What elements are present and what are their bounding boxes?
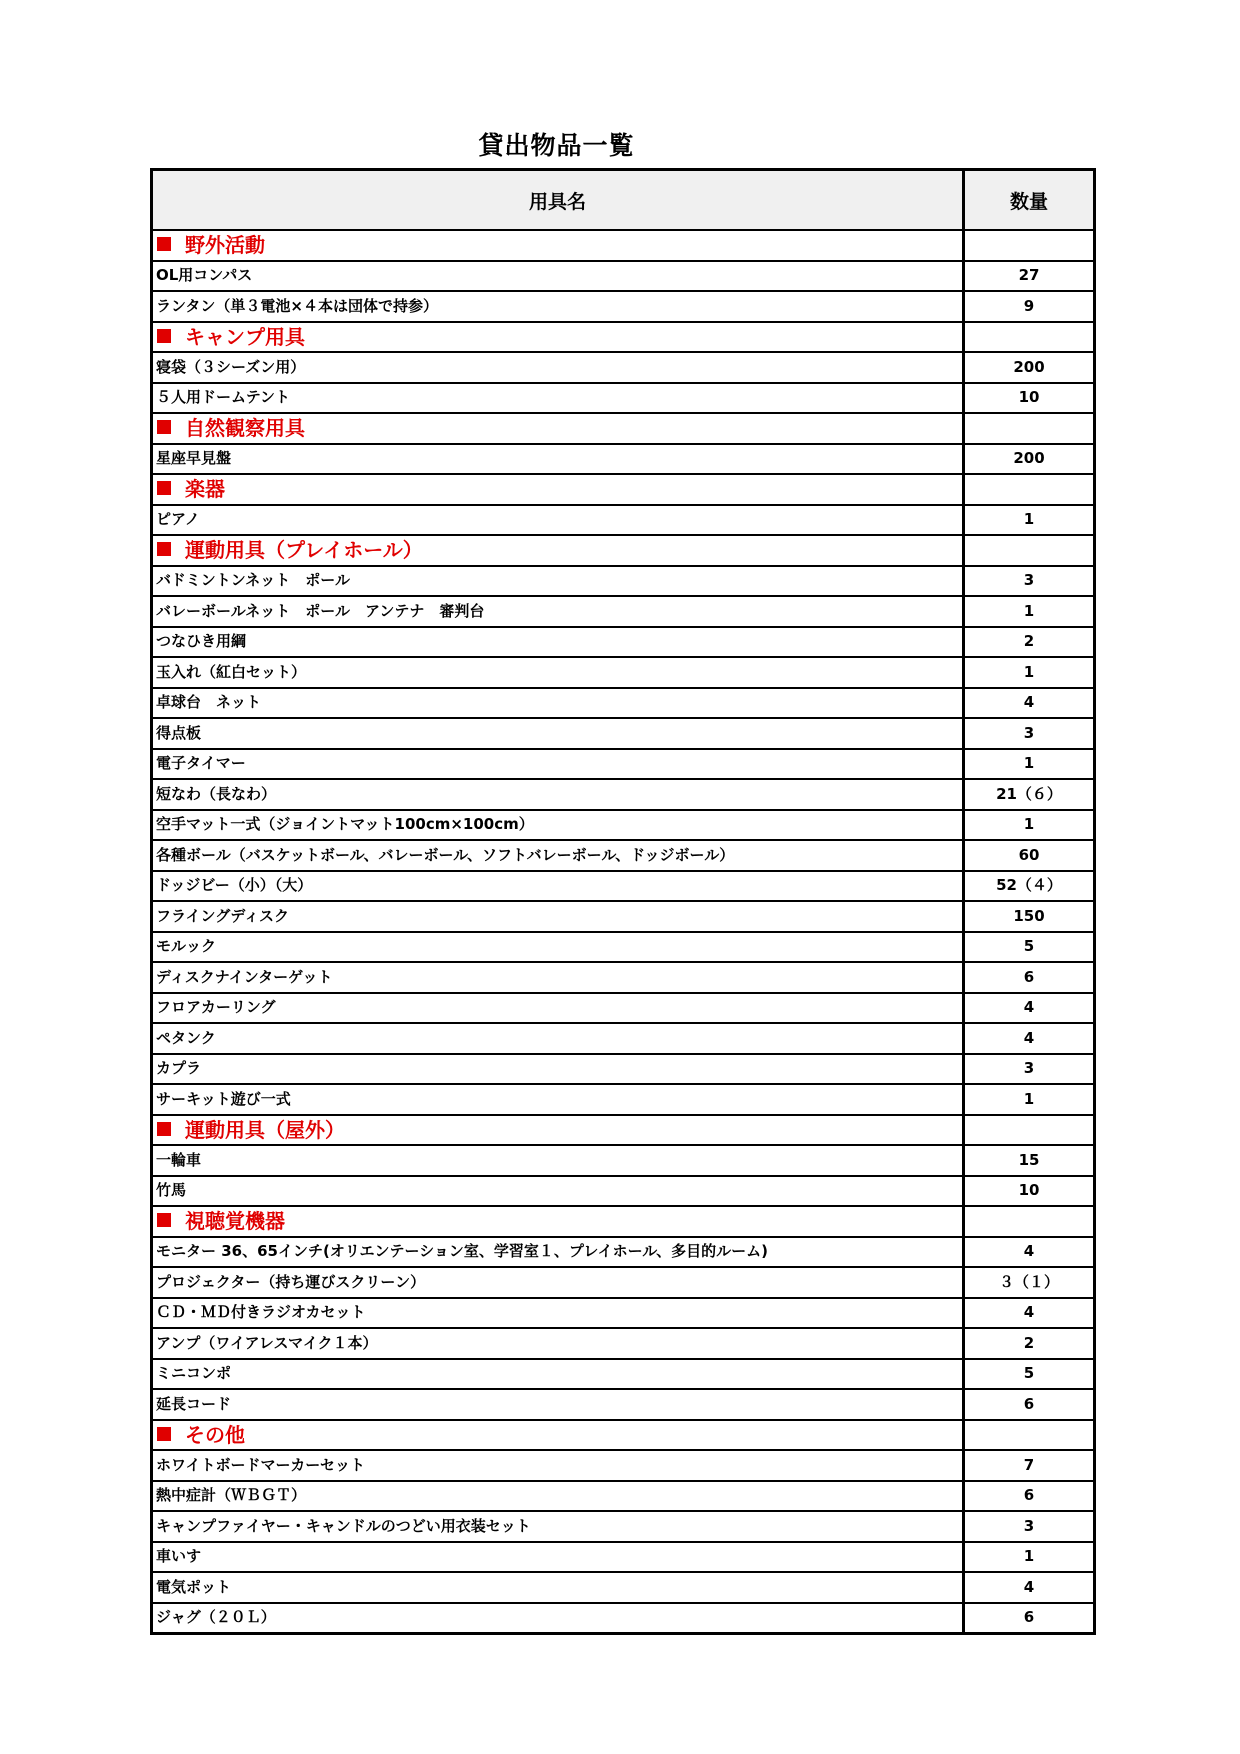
item-name: バドミントンネット ポール: [152, 566, 964, 597]
item-name: ランタン（単３電池×４本は団体で持参）: [152, 291, 964, 322]
table-row: [152, 1054, 1095, 1085]
item-quantity: 52（４）: [964, 871, 1095, 902]
item-quantity: 6: [964, 1389, 1095, 1420]
category-row: [152, 474, 1095, 505]
table-row: [152, 566, 1095, 597]
category-label: その他: [185, 1422, 245, 1447]
item-name: 車いす: [152, 1542, 964, 1573]
item-quantity: 1: [964, 749, 1095, 780]
item-name: 電子タイマー: [152, 749, 964, 780]
category-label: 運動用具（屋外）: [185, 1117, 345, 1142]
item-name: ジャグ（２０Ｌ）: [152, 1603, 964, 1634]
red-square-icon: [157, 420, 171, 434]
table-row: [152, 840, 1095, 871]
header-quantity: 数量: [964, 170, 1095, 231]
table-row: [152, 1328, 1095, 1359]
item-name: 延長コード: [152, 1389, 964, 1420]
table-row: [152, 1359, 1095, 1390]
item-quantity: 3: [964, 566, 1095, 597]
item-quantity: 1: [964, 657, 1095, 688]
rental-items-table: [150, 168, 1096, 1635]
red-square-icon: [157, 1213, 171, 1227]
item-quantity: 1: [964, 1084, 1095, 1115]
table-row: [152, 1481, 1095, 1512]
table-row: [152, 1023, 1095, 1054]
table-row: [152, 901, 1095, 932]
table-row: [152, 261, 1095, 292]
item-name: 一輪車: [152, 1145, 964, 1176]
table-row: [152, 1450, 1095, 1481]
item-name: ＣＤ・ＭＤ付きラジオカセット: [152, 1298, 964, 1329]
table-row: [152, 1389, 1095, 1420]
item-name: ミニコンポ: [152, 1359, 964, 1390]
item-name: フライングディスク: [152, 901, 964, 932]
table-row: [152, 1542, 1095, 1573]
table-row: [152, 749, 1095, 780]
category-quantity-cell: [964, 322, 1095, 353]
item-quantity: ３（１）: [964, 1267, 1095, 1298]
item-quantity: 4: [964, 1237, 1095, 1268]
table-row: [152, 1603, 1095, 1634]
category-label: 運動用具（プレイホール）: [185, 538, 423, 563]
item-quantity: 10: [964, 383, 1095, 414]
table-row: [152, 383, 1095, 414]
item-quantity: 6: [964, 1603, 1095, 1634]
item-name: ペタンク: [152, 1023, 964, 1054]
table-row: [152, 1145, 1095, 1176]
item-quantity: 6: [964, 1481, 1095, 1512]
item-quantity: 1: [964, 596, 1095, 627]
category-row: [152, 1115, 1095, 1146]
item-name: キャンプファイヤー・キャンドルのつどい用衣装セット: [152, 1511, 964, 1542]
item-quantity: 1: [964, 505, 1095, 536]
red-square-icon: [157, 1122, 171, 1136]
item-quantity: 2: [964, 627, 1095, 658]
item-name: プロジェクター（持ち運びスクリーン）: [152, 1267, 964, 1298]
item-quantity: 6: [964, 962, 1095, 993]
item-name: つなひき用綱: [152, 627, 964, 658]
item-name: ディスクナインターゲット: [152, 962, 964, 993]
red-square-icon: [157, 542, 171, 556]
table-body: [152, 230, 1095, 1634]
category-cell: [152, 322, 964, 353]
category-quantity-cell: [964, 1420, 1095, 1451]
category-label: キャンプ用具: [185, 324, 305, 349]
table-row: [152, 1267, 1095, 1298]
item-name: 星座早見盤: [152, 444, 964, 475]
item-name: アンプ（ワイアレスマイク１本）: [152, 1328, 964, 1359]
item-quantity: 2: [964, 1328, 1095, 1359]
category-row: [152, 1206, 1095, 1237]
table-row: [152, 688, 1095, 719]
item-name: モニター 36、65インチ(オリエンテーション室、学習室１、プレイホール、多目的ルーム): [152, 1237, 964, 1268]
red-square-icon: [157, 329, 171, 343]
item-name: ホワイトボードマーカーセット: [152, 1450, 964, 1481]
item-name: OL用コンパス: [152, 261, 964, 292]
item-quantity: 4: [964, 993, 1095, 1024]
category-cell: [152, 1115, 964, 1146]
item-quantity: 200: [964, 352, 1095, 383]
item-quantity: 60: [964, 840, 1095, 871]
item-quantity: 4: [964, 1572, 1095, 1603]
category-cell: [152, 1206, 964, 1237]
category-quantity-cell: [964, 413, 1095, 444]
item-quantity: 200: [964, 444, 1095, 475]
table-row: [152, 1511, 1095, 1542]
item-name: ドッジビー（小）（大）: [152, 871, 964, 902]
table-row: [152, 810, 1095, 841]
item-name: バレーボールネット ポール アンテナ 審判台: [152, 596, 964, 627]
table-header-row: [152, 170, 1095, 231]
item-name: 電気ポット: [152, 1572, 964, 1603]
item-quantity: 3: [964, 1511, 1095, 1542]
category-cell: [152, 474, 964, 505]
item-name: 空手マット一式（ジョイントマット100cm×100cm）: [152, 810, 964, 841]
item-quantity: 9: [964, 291, 1095, 322]
item-quantity: 7: [964, 1450, 1095, 1481]
table-row: [152, 596, 1095, 627]
item-name: 玉入れ（紅白セット）: [152, 657, 964, 688]
item-quantity: 21（６）: [964, 779, 1095, 810]
category-quantity-cell: [964, 1206, 1095, 1237]
category-label: 視聴覚機器: [185, 1209, 285, 1234]
item-name: モルック: [152, 932, 964, 963]
table-row: [152, 779, 1095, 810]
page-title: 貸出物品一覧: [478, 131, 635, 160]
table-row: [152, 1572, 1095, 1603]
category-row: [152, 1420, 1095, 1451]
item-name: 各種ボール（バスケットボール、バレーボール、ソフトバレーボール、ドッジボール）: [152, 840, 964, 871]
item-quantity: 1: [964, 810, 1095, 841]
table-row: [152, 444, 1095, 475]
table-row: [152, 505, 1095, 536]
category-row: [152, 322, 1095, 353]
red-square-icon: [157, 237, 171, 251]
item-quantity: 15: [964, 1145, 1095, 1176]
item-name: ５人用ドームテント: [152, 383, 964, 414]
item-quantity: 1: [964, 1542, 1095, 1573]
table-row: [152, 932, 1095, 963]
item-quantity: 3: [964, 1054, 1095, 1085]
item-quantity: 4: [964, 1023, 1095, 1054]
item-name: 竹馬: [152, 1176, 964, 1207]
item-quantity: 10: [964, 1176, 1095, 1207]
table-row: [152, 352, 1095, 383]
item-name: フロアカーリング: [152, 993, 964, 1024]
category-quantity-cell: [964, 535, 1095, 566]
item-quantity: 150: [964, 901, 1095, 932]
category-quantity-cell: [964, 474, 1095, 505]
item-quantity: 3: [964, 718, 1095, 749]
category-cell: [152, 413, 964, 444]
table-row: [152, 1298, 1095, 1329]
item-name: 卓球台 ネット: [152, 688, 964, 719]
red-square-icon: [157, 1427, 171, 1441]
table-row: [152, 962, 1095, 993]
category-row: [152, 230, 1095, 261]
category-label: 自然観察用具: [185, 416, 305, 441]
table-row: [152, 993, 1095, 1024]
table-row: [152, 657, 1095, 688]
category-quantity-cell: [964, 1115, 1095, 1146]
category-row: [152, 413, 1095, 444]
red-square-icon: [157, 481, 171, 495]
item-quantity: 4: [964, 688, 1095, 719]
item-name: 熱中症計（ＷＢＧＴ）: [152, 1481, 964, 1512]
category-cell: [152, 535, 964, 566]
table-row: [152, 718, 1095, 749]
item-quantity: 27: [964, 261, 1095, 292]
item-name: 寝袋（３シーズン用）: [152, 352, 964, 383]
table-row: [152, 871, 1095, 902]
item-name: ピアノ: [152, 505, 964, 536]
table-row: [152, 1084, 1095, 1115]
table-row: [152, 291, 1095, 322]
table-row: [152, 627, 1095, 658]
category-quantity-cell: [964, 230, 1095, 261]
category-label: 野外活動: [185, 233, 265, 258]
category-cell: [152, 1420, 964, 1451]
category-row: [152, 535, 1095, 566]
category-label: 楽器: [185, 477, 225, 502]
item-quantity: 5: [964, 1359, 1095, 1390]
item-name: 短なわ（長なわ）: [152, 779, 964, 810]
table-row: [152, 1176, 1095, 1207]
header-item-name: 用具名: [152, 170, 964, 231]
item-quantity: 5: [964, 932, 1095, 963]
item-name: 得点板: [152, 718, 964, 749]
category-cell: [152, 230, 964, 261]
item-name: カプラ: [152, 1054, 964, 1085]
item-quantity: 4: [964, 1298, 1095, 1329]
item-name: サーキット遊び一式: [152, 1084, 964, 1115]
table-row: [152, 1237, 1095, 1268]
